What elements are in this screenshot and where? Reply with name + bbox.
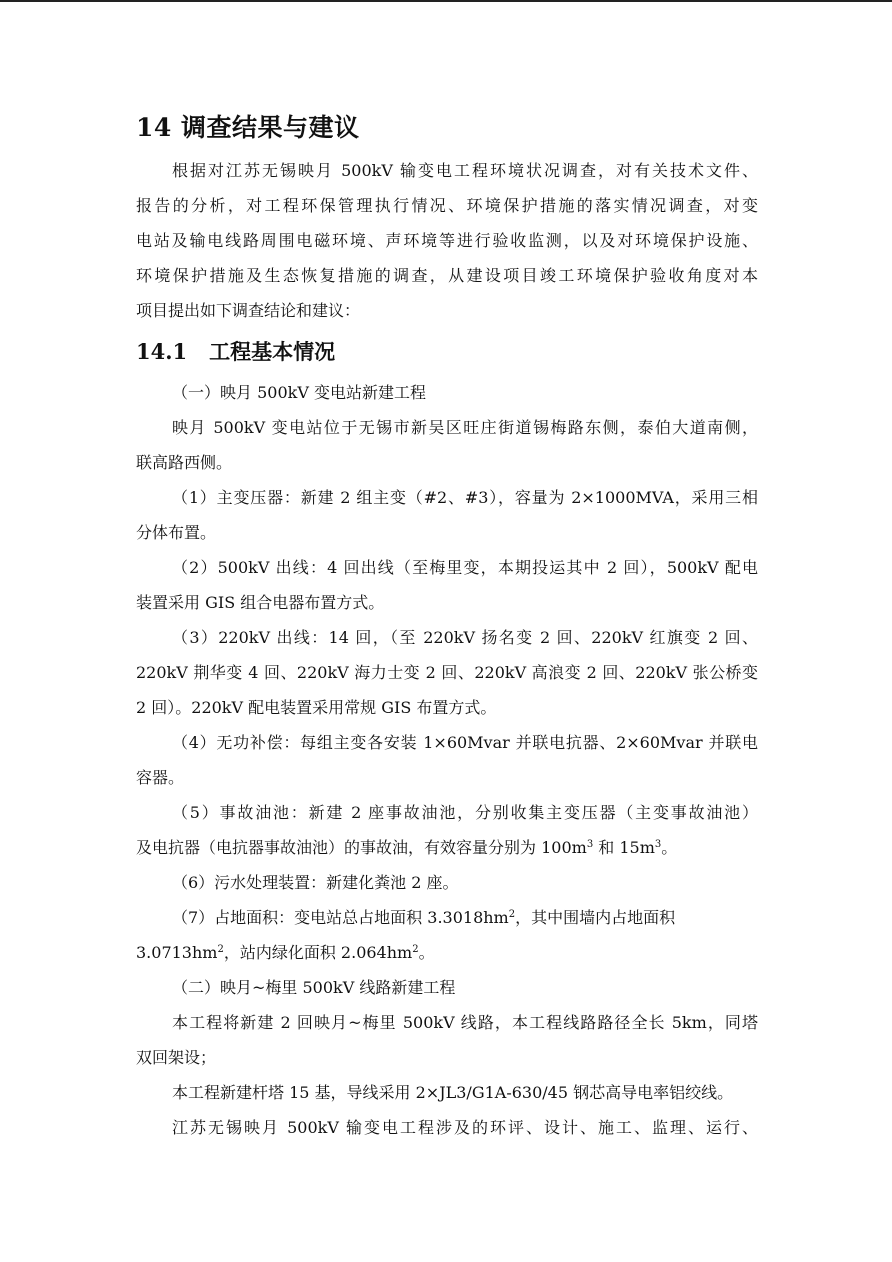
location-line: 联高路西侧。 — [136, 453, 233, 472]
item-oil-pit: 及电抗器（电抗器事故油池）的事故油，有效容量分别为 $100m^3$ 和 $15m^3$。 — [136, 838, 678, 857]
chapter-heading: 14 调查结果与建议 — [136, 113, 360, 142]
intro-line: 环境保护措施及生态恢复措施的调查，从建设项目竣工环境保护验收角度对本 — [136, 266, 758, 285]
item-sewage: （6）污水处理装置：新建化粪池 2 座。 — [172, 873, 459, 892]
intro-line: 根据对江苏无锡映月 500kV 输变电工程环境状况调查，对有关技术文件、 — [172, 161, 758, 180]
page-top-border — [0, 0, 892, 2]
item-land-area: （7）占地面积：变电站总占地面积 $3.3018hm^2$，其中围墙内占地面积 — [172, 908, 676, 927]
intro-line: 项目提出如下调查结论和建议： — [136, 301, 361, 320]
item-500kv-outlet: 装置采用 GIS 组合电器布置方式。 — [136, 593, 385, 612]
item-220kv-outlet: （3）220kV 出线：14 回，（至 220kV 扬名变 2 回、220kV 红旗变 2 回、 — [172, 628, 758, 647]
section-number: 14.1 — [136, 339, 188, 364]
item-220kv-outlet: 2 回）。220kV 配电装置采用常规 GIS 布置方式。 — [136, 698, 497, 717]
item-transformer: （1）主变压器：新建 2 组主变（#2、#3），容量为 2×1000MVA，采用三相 — [172, 488, 758, 507]
item-land-area: $3.0713hm^2$，站内绿化面积 $2.064hm^2$。 — [136, 943, 435, 962]
closing-line: 江苏无锡映月 500kV 输变电工程涉及的环评、设计、施工、监理、运行、 — [172, 1118, 758, 1137]
section-heading — [136, 336, 335, 366]
location-line: 映月 500kV 变电站位于无锡市新吴区旺庄街道锡梅路东侧，泰伯大道南侧， — [172, 418, 758, 437]
line-project: 本工程将新建 2 回映月~梅里 500kV 线路，本工程线路路径全长 5km，同塔 — [172, 1013, 758, 1032]
item-oil-pit: （5）事故油池：新建 2 座事故油池，分别收集主变压器（主变事故油池） — [172, 803, 758, 822]
intro-line: 报告的分析，对工程环保管理执行情况、环境保护措施的落实情况调查，对变 — [136, 196, 758, 215]
item-transformer: 分体布置。 — [136, 523, 217, 542]
tower-line: 本工程新建杆塔 15 基，导线采用 2×JL3/G1A-630/45 钢芯高导电率铝绞线。 — [172, 1083, 734, 1102]
item-500kv-outlet: （2）500kV 出线：4 回出线（至梅里变，本期投运其中 2 回），500kV 配电 — [172, 558, 758, 577]
item-reactive-compensation: 容器。 — [136, 768, 185, 787]
section-title: 工程基本情况 — [209, 339, 336, 364]
subsection-title: （一）映月 500kV 变电站新建工程 — [172, 383, 426, 402]
line-project: 双回架设； — [136, 1048, 217, 1067]
subsection-title: （二）映月~梅里 500kV 线路新建工程 — [172, 978, 456, 997]
intro-line: 电站及输电线路周围电磁环境、声环境等进行验收监测，以及对环境保护设施、 — [136, 231, 758, 250]
item-220kv-outlet: 220kV 荆华变 4 回、220kV 海力士变 2 回、220kV 高浪变 2 回、220kV 张公桥变 — [136, 663, 758, 682]
item-reactive-compensation: （4）无功补偿：每组主变各安装 1×60Mvar 并联电抗器、2×60Mvar 并联电 — [172, 733, 758, 752]
